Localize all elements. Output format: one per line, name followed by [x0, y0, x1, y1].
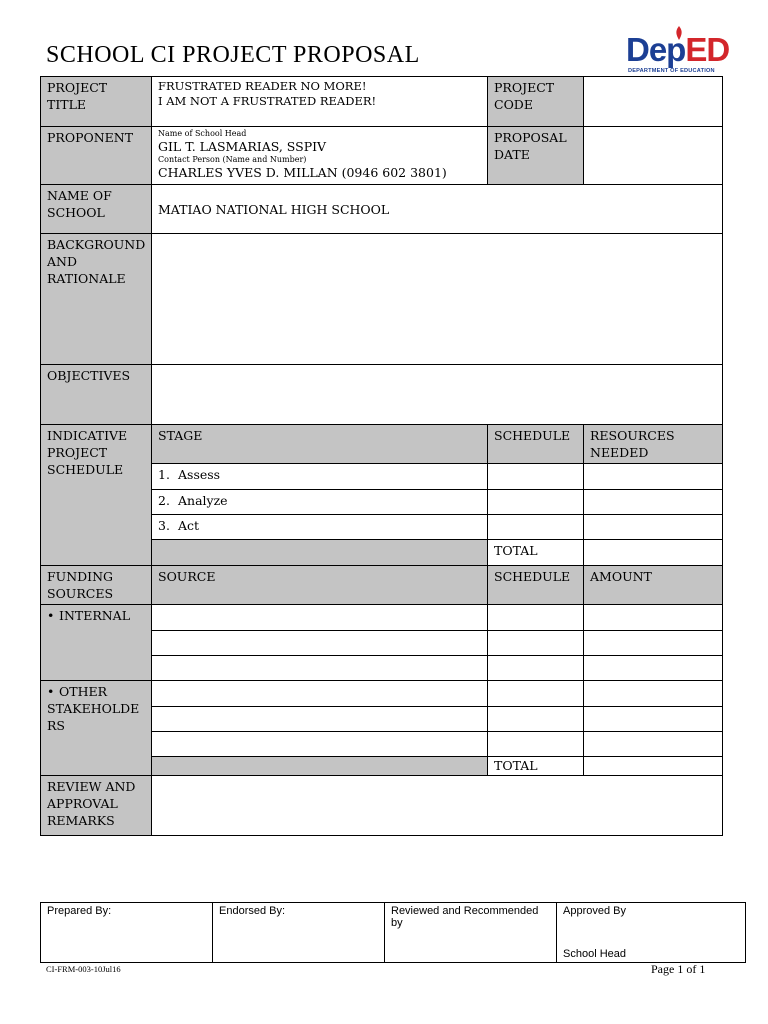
internal-label: • INTERNAL [41, 605, 152, 681]
stage-schedule-cell[interactable] [488, 490, 584, 515]
endorsed-by-label: Endorsed By: [219, 905, 286, 917]
proposal-form [40, 76, 723, 836]
approved-by-label: Approved By [563, 905, 626, 917]
funding-source-cell[interactable] [152, 656, 488, 681]
stage-resources-cell[interactable] [584, 515, 723, 540]
stage-row: 3. Act [152, 515, 488, 540]
stage-row: 2. Analyze [152, 490, 488, 515]
stage-schedule-cell[interactable] [488, 464, 584, 490]
funding-source-cell[interactable] [152, 732, 488, 757]
form-code: CI-FRM-003-10Jul16 [46, 964, 121, 974]
schedule-label: INDICATIVE PROJECT SCHEDULE [41, 425, 152, 566]
school-name-label: NAME OF SCHOOL [41, 185, 152, 234]
project-title-value[interactable]: FRUSTRATED READER NO MORE! I AM NOT A FRUSTRATED READER! [152, 77, 488, 127]
other-stakeholders-label: • OTHER STAKEHOLDE RS [41, 681, 152, 776]
objectives-label: OBJECTIVES [41, 365, 152, 425]
endorsed-by-cell[interactable] [213, 903, 385, 963]
approved-by-cell[interactable] [557, 903, 746, 963]
proposal-date-label: PROPOSAL DATE [488, 127, 584, 185]
proposal-date-field[interactable] [584, 127, 723, 185]
funding-total-label: TOTAL [488, 757, 584, 776]
project-code-label: PROJECT CODE [488, 77, 584, 127]
funding-source-cell[interactable] [152, 605, 488, 631]
bullet-icon: • [47, 608, 55, 623]
stage-row: 1. Assess [152, 464, 488, 490]
proponent-value[interactable] [152, 127, 488, 185]
prepared-by-cell[interactable] [41, 903, 213, 963]
page-number: Page 1 of 1 [651, 962, 706, 976]
funding-schedule-cell[interactable] [488, 732, 584, 757]
school-name-value[interactable]: MATIAO NATIONAL HIGH SCHOOL [152, 185, 723, 234]
stage-resources-cell[interactable] [584, 490, 723, 515]
funding-schedule-cell[interactable] [488, 656, 584, 681]
approved-role: School Head [563, 948, 626, 960]
funding-schedule-header: SCHEDULE [488, 566, 584, 605]
funding-schedule-cell[interactable] [488, 605, 584, 631]
school-head-caption: Name of School Head [158, 129, 247, 138]
stage-header: STAGE [152, 425, 488, 464]
funding-source-cell[interactable] [152, 631, 488, 656]
project-code-field[interactable] [584, 77, 723, 127]
funding-schedule-cell[interactable] [488, 681, 584, 707]
review-label: REVIEW AND APPROVAL REMARKS [41, 776, 152, 836]
reviewed-by-label: Reviewed and Recommended by [391, 905, 539, 929]
amount-header: AMOUNT [584, 566, 723, 605]
review-field[interactable] [152, 776, 723, 836]
source-header: SOURCE [152, 566, 488, 605]
schedule-total-field[interactable] [584, 540, 723, 566]
background-label: BACKGROUND AND RATIONALE [41, 234, 152, 365]
signature-table [40, 902, 746, 963]
schedule-total-label: TOTAL [488, 540, 584, 566]
funding-amount-cell[interactable] [584, 681, 723, 707]
funding-total-spacer [152, 757, 488, 776]
deped-logo: DepED DEPARTMENT OF EDUCATION [622, 26, 740, 78]
funding-total-field[interactable] [584, 757, 723, 776]
bullet-icon: • [47, 684, 55, 699]
funding-schedule-cell[interactable] [488, 707, 584, 732]
funding-amount-cell[interactable] [584, 656, 723, 681]
funding-label: FUNDING SOURCES [41, 566, 152, 605]
prepared-by-label: Prepared By: [47, 905, 112, 917]
schedule-header: SCHEDULE [488, 425, 584, 464]
project-title-label: PROJECT TITLE [41, 77, 152, 127]
background-field[interactable] [152, 234, 723, 365]
school-head-name: GIL T. LASMARIAS, SSPIV [158, 139, 327, 154]
funding-amount-cell[interactable] [584, 631, 723, 656]
contact-caption: Contact Person (Name and Number) [158, 155, 307, 164]
objectives-field[interactable] [152, 365, 723, 425]
schedule-total-spacer [152, 540, 488, 566]
stage-resources-cell[interactable] [584, 464, 723, 490]
resources-header: RESOURCES NEEDED [584, 425, 723, 464]
funding-amount-cell[interactable] [584, 732, 723, 757]
contact-value: CHARLES YVES D. MILLAN (0946 602 3801) [158, 165, 447, 180]
reviewed-by-cell[interactable] [385, 903, 557, 963]
page-title: SCHOOL CI PROJECT PROPOSAL [46, 42, 420, 68]
funding-amount-cell[interactable] [584, 605, 723, 631]
funding-source-cell[interactable] [152, 681, 488, 707]
proponent-label: PROPONENT [41, 127, 152, 185]
stage-schedule-cell[interactable] [488, 515, 584, 540]
funding-source-cell[interactable] [152, 707, 488, 732]
funding-amount-cell[interactable] [584, 707, 723, 732]
funding-schedule-cell[interactable] [488, 631, 584, 656]
